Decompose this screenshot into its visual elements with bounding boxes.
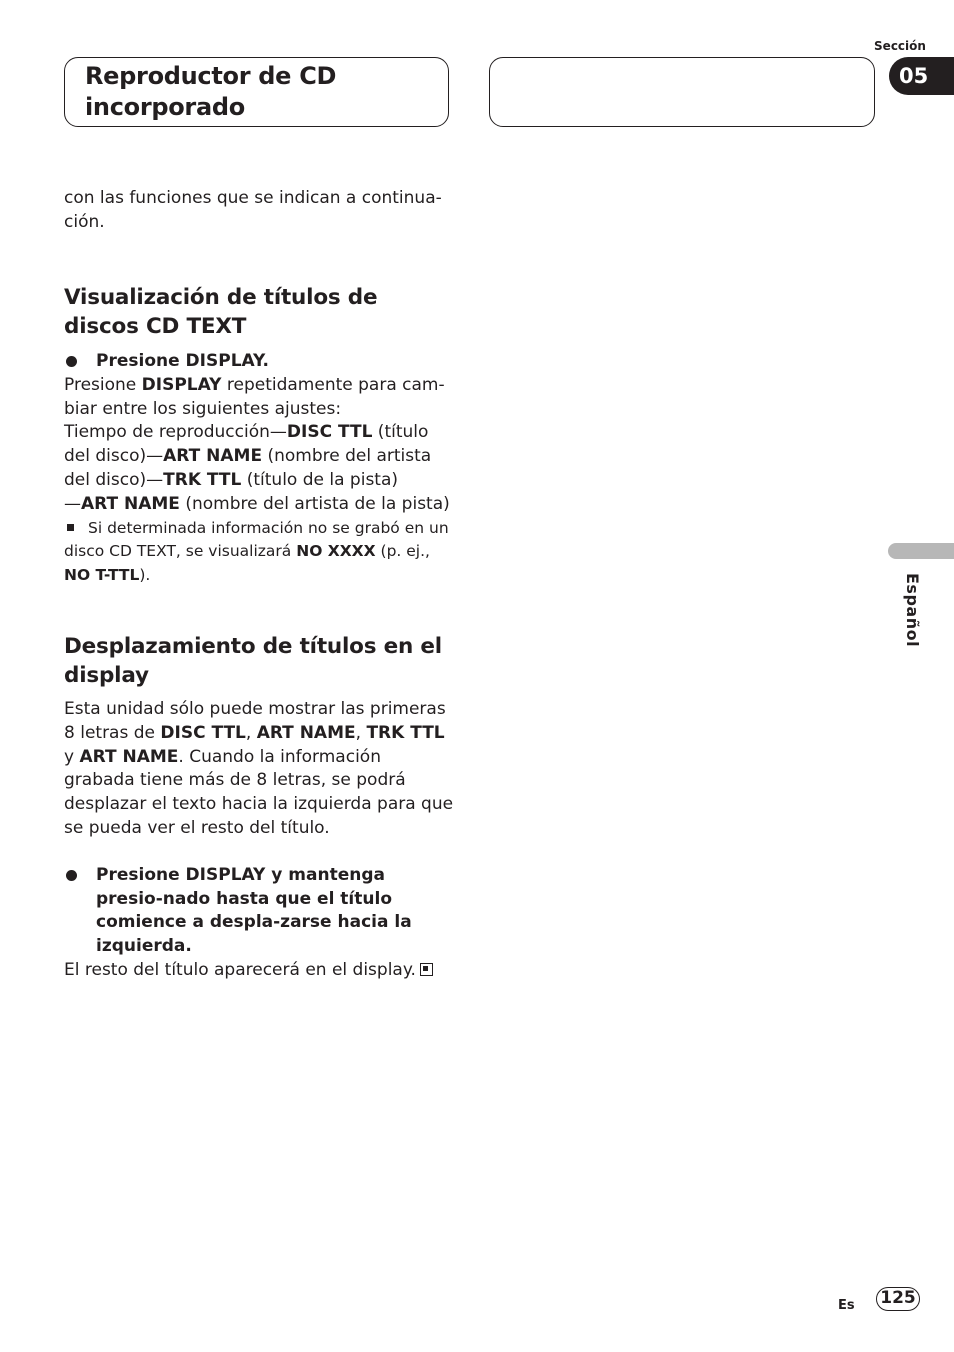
text-run: Esta unidad sólo puede mostrar las primeras 8 letras de: [64, 699, 446, 743]
mode-art-name: ART NAME: [81, 493, 180, 514]
text-run: ,: [245, 722, 257, 743]
section2-result: [64, 959, 454, 983]
blank-header-box: [489, 57, 875, 127]
bullet-icon: [66, 870, 77, 881]
text-run: Si determinada información no se grabó en un disco CD TEXT, se visualizará: [64, 518, 449, 561]
section2-step: [64, 864, 454, 959]
mode-art-name: ART NAME: [256, 722, 356, 743]
section-cd-text-titles: [64, 284, 454, 588]
text-run: (p. ej.,: [375, 542, 430, 561]
language-label: Español: [903, 573, 922, 648]
display-code: NO XXXX: [296, 542, 376, 561]
text-run: . Cuando la información grabada tiene más de 8 letras, se podrá desplazar el texto hacia la izquierda para que se pueda ver el resto del título.: [64, 746, 454, 838]
mode-disc-ttl: DISC TTL: [160, 722, 246, 743]
chapter-title: Reproductor de CD incorporado: [85, 62, 337, 121]
text-run: ).: [139, 566, 151, 585]
section-number-tab: 05: [889, 57, 954, 95]
text-run: repetidamente para cam-biar entre los siguientes ajustes:: [64, 374, 445, 419]
page-number: 125: [876, 1287, 920, 1311]
note-square-icon: [67, 524, 74, 531]
section2-step-text: Presione DISPLAY y mantenga presio-nado hasta que el título comience a despla-zarse hacia la izquierda.: [96, 864, 412, 957]
section-label: Sección: [874, 39, 926, 53]
bullet-icon: [66, 356, 77, 367]
text-run: ,: [355, 722, 367, 743]
text-run: y: [64, 746, 80, 767]
section1-heading: Visualización de títulos de discos CD TEXT: [64, 285, 378, 339]
section1-sequence: [64, 421, 454, 516]
mode-trk-ttl: TRK TTL: [163, 469, 242, 490]
language-code: Es: [838, 1298, 855, 1313]
mode-art-name: ART NAME: [163, 446, 263, 467]
mode-trk-ttl: TRK TTL: [366, 722, 445, 743]
section-title-scroll: [64, 633, 454, 983]
intro-paragraph: [64, 187, 454, 235]
section1-note: [64, 517, 454, 588]
intro-text: con las funciones que se indican a continua-ción.: [64, 188, 442, 232]
text-run: Presione: [64, 374, 142, 395]
text-run: El resto del título aparecerá en el display.: [64, 959, 416, 980]
text-run: (nombre del artista de la pista): [179, 493, 450, 514]
section1-step-text: Presione DISPLAY.: [96, 351, 270, 371]
section1-step: [64, 350, 454, 374]
language-tab-marker: [888, 543, 954, 559]
text-run: (título de la pista): [241, 469, 399, 490]
section1-para: [64, 374, 454, 422]
display-code: NO T-TTL: [64, 566, 140, 585]
section2-para: [64, 698, 454, 841]
mode-art-name: ART NAME: [79, 746, 179, 767]
text-run: Tiempo de reproducción—: [64, 422, 287, 443]
chapter-title-box: [64, 57, 449, 127]
text-run: —: [64, 493, 81, 514]
text-run: (nombre del artista del disco)—: [64, 446, 432, 490]
end-of-section-icon: [420, 963, 433, 976]
mode-disc-ttl: DISC TTL: [286, 422, 373, 443]
section2-heading: Desplazamiento de títulos en el display: [64, 634, 442, 688]
display-button-label: DISPLAY: [141, 374, 222, 395]
text-run: (título del disco)—: [64, 422, 429, 467]
